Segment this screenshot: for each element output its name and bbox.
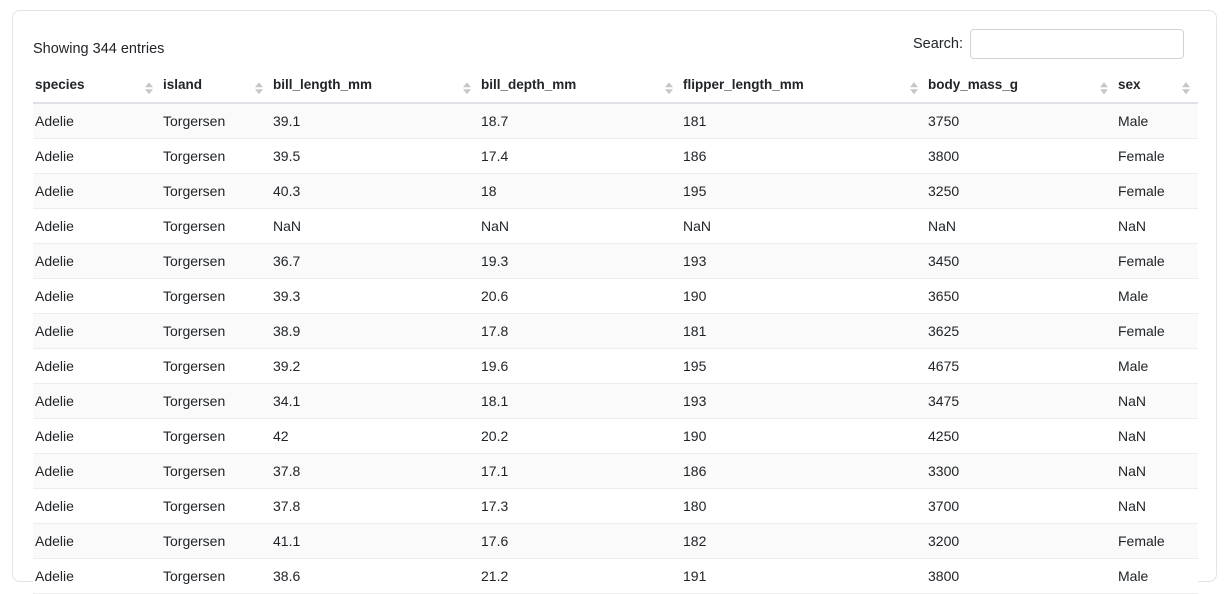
- cell-bill-length: 36.7: [271, 244, 479, 279]
- column-header-island[interactable]: [161, 71, 271, 103]
- cell-island: Torgersen: [161, 174, 271, 209]
- column-header-label: flipper_length_mm: [683, 77, 804, 92]
- cell-sex: NaN: [1116, 454, 1198, 489]
- table-row[interactable]: [33, 524, 1198, 559]
- cell-flipper-length: 182: [681, 524, 926, 559]
- cell-flipper-length: 190: [681, 419, 926, 454]
- cell-species: Adelie: [33, 349, 161, 384]
- table-row[interactable]: [33, 103, 1198, 139]
- cell-body-mass: 3650: [926, 279, 1116, 314]
- cell-bill-length: 39.1: [271, 103, 479, 139]
- penguins-table: [33, 71, 1198, 594]
- cell-bill-depth: 17.1: [479, 454, 681, 489]
- cell-species: Adelie: [33, 103, 161, 139]
- cell-island: Torgersen: [161, 559, 271, 594]
- cell-bill-length: 34.1: [271, 384, 479, 419]
- cell-bill-depth: 18.7: [479, 103, 681, 139]
- cell-bill-depth: 19.6: [479, 349, 681, 384]
- column-header-species[interactable]: [33, 71, 161, 103]
- cell-body-mass: 3475: [926, 384, 1116, 419]
- cell-sex: Female: [1116, 244, 1198, 279]
- column-header-label: body_mass_g: [928, 77, 1019, 92]
- table-row[interactable]: [33, 244, 1198, 279]
- sort-toggle-icon[interactable]: [145, 82, 153, 94]
- cell-island: Torgersen: [161, 279, 271, 314]
- cell-bill-length: 39.5: [271, 139, 479, 174]
- cell-body-mass: 3750: [926, 103, 1116, 139]
- cell-flipper-length: 186: [681, 139, 926, 174]
- datatable-card: [12, 10, 1217, 582]
- cell-island: Torgersen: [161, 244, 271, 279]
- cell-sex: Male: [1116, 559, 1198, 594]
- cell-island: Torgersen: [161, 419, 271, 454]
- sort-toggle-icon[interactable]: [463, 82, 471, 94]
- table-row[interactable]: [33, 139, 1198, 174]
- cell-species: Adelie: [33, 524, 161, 559]
- cell-flipper-length: 181: [681, 314, 926, 349]
- cell-sex: Female: [1116, 139, 1198, 174]
- cell-bill-depth: 21.2: [479, 559, 681, 594]
- column-header-label: bill_depth_mm: [481, 77, 577, 92]
- cell-species: Adelie: [33, 139, 161, 174]
- cell-island: Torgersen: [161, 489, 271, 524]
- column-header-label: bill_length_mm: [273, 77, 373, 92]
- cell-flipper-length: 181: [681, 103, 926, 139]
- cell-bill-length: 38.9: [271, 314, 479, 349]
- cell-sex: NaN: [1116, 489, 1198, 524]
- cell-sex: Female: [1116, 174, 1198, 209]
- cell-flipper-length: 190: [681, 279, 926, 314]
- cell-body-mass: 3625: [926, 314, 1116, 349]
- cell-body-mass: 3200: [926, 524, 1116, 559]
- table-row[interactable]: [33, 384, 1198, 419]
- cell-sex: Male: [1116, 103, 1198, 139]
- cell-species: Adelie: [33, 174, 161, 209]
- cell-bill-depth: 17.3: [479, 489, 681, 524]
- cell-species: Adelie: [33, 454, 161, 489]
- cell-island: Torgersen: [161, 454, 271, 489]
- cell-bill-depth: 17.8: [479, 314, 681, 349]
- cell-flipper-length: 193: [681, 244, 926, 279]
- cell-bill-length: 41.1: [271, 524, 479, 559]
- cell-flipper-length: 195: [681, 349, 926, 384]
- cell-body-mass: 3300: [926, 454, 1116, 489]
- table-header: [33, 71, 1198, 103]
- cell-flipper-length: 191: [681, 559, 926, 594]
- sort-toggle-icon[interactable]: [665, 82, 673, 94]
- table-row[interactable]: [33, 489, 1198, 524]
- column-header-bill-depth-mm[interactable]: [479, 71, 681, 103]
- entries-count-label: Showing 344 entries: [33, 41, 165, 57]
- cell-island: Torgersen: [161, 103, 271, 139]
- cell-body-mass: 3250: [926, 174, 1116, 209]
- cell-island: Torgersen: [161, 384, 271, 419]
- cell-sex: NaN: [1116, 209, 1198, 244]
- cell-island: Torgersen: [161, 139, 271, 174]
- table-row[interactable]: [33, 174, 1198, 209]
- search-label: Search:: [913, 36, 963, 52]
- cell-island: Torgersen: [161, 349, 271, 384]
- cell-bill-depth: 17.4: [479, 139, 681, 174]
- cell-bill-depth: 17.6: [479, 524, 681, 559]
- cell-bill-depth: 18: [479, 174, 681, 209]
- cell-sex: NaN: [1116, 384, 1198, 419]
- cell-flipper-length: 193: [681, 384, 926, 419]
- cell-body-mass: 3800: [926, 559, 1116, 594]
- table-row[interactable]: [33, 419, 1198, 454]
- cell-flipper-length: 195: [681, 174, 926, 209]
- cell-body-mass: NaN: [926, 209, 1116, 244]
- cell-species: Adelie: [33, 279, 161, 314]
- column-header-label: species: [35, 77, 85, 92]
- cell-island: Torgersen: [161, 314, 271, 349]
- cell-island: Torgersen: [161, 524, 271, 559]
- cell-body-mass: 3450: [926, 244, 1116, 279]
- cell-bill-depth: NaN: [479, 209, 681, 244]
- datatable-toolbar: [33, 29, 1196, 69]
- table-row[interactable]: [33, 349, 1198, 384]
- column-header-label: sex: [1118, 77, 1141, 92]
- cell-species: Adelie: [33, 209, 161, 244]
- cell-species: Adelie: [33, 419, 161, 454]
- cell-bill-length: 39.3: [271, 279, 479, 314]
- cell-sex: Male: [1116, 349, 1198, 384]
- cell-bill-length: 38.6: [271, 559, 479, 594]
- cell-bill-depth: 20.2: [479, 419, 681, 454]
- cell-body-mass: 3800: [926, 139, 1116, 174]
- sort-toggle-icon[interactable]: [255, 82, 263, 94]
- column-header-flipper-length-mm[interactable]: [681, 71, 926, 103]
- cell-bill-depth: 20.6: [479, 279, 681, 314]
- cell-bill-length: 37.8: [271, 454, 479, 489]
- cell-body-mass: 4675: [926, 349, 1116, 384]
- cell-bill-depth: 18.1: [479, 384, 681, 419]
- column-header-sex[interactable]: [1116, 71, 1198, 103]
- cell-sex: Male: [1116, 279, 1198, 314]
- column-header-label: island: [163, 77, 203, 92]
- cell-island: Torgersen: [161, 209, 271, 244]
- cell-flipper-length: 180: [681, 489, 926, 524]
- sort-toggle-icon[interactable]: [910, 82, 918, 94]
- sort-toggle-icon[interactable]: [1100, 82, 1108, 94]
- cell-flipper-length: 186: [681, 454, 926, 489]
- cell-body-mass: 4250: [926, 419, 1116, 454]
- cell-species: Adelie: [33, 314, 161, 349]
- cell-species: Adelie: [33, 244, 161, 279]
- table-row[interactable]: [33, 314, 1198, 349]
- table-row[interactable]: [33, 279, 1198, 314]
- cell-flipper-length: NaN: [681, 209, 926, 244]
- cell-bill-length: 40.3: [271, 174, 479, 209]
- cell-species: Adelie: [33, 489, 161, 524]
- header-row: [33, 71, 1198, 103]
- cell-bill-length: 42: [271, 419, 479, 454]
- cell-bill-depth: 19.3: [479, 244, 681, 279]
- cell-bill-length: NaN: [271, 209, 479, 244]
- cell-bill-length: 37.8: [271, 489, 479, 524]
- cell-body-mass: 3700: [926, 489, 1116, 524]
- search-control: [913, 29, 1196, 59]
- search-input[interactable]: [970, 29, 1184, 59]
- table-row[interactable]: [33, 454, 1198, 489]
- sort-toggle-icon[interactable]: [1182, 82, 1190, 94]
- column-header-body-mass-g[interactable]: [926, 71, 1116, 103]
- cell-sex: Female: [1116, 524, 1198, 559]
- cell-sex: Female: [1116, 314, 1198, 349]
- cell-species: Adelie: [33, 559, 161, 594]
- cell-bill-length: 39.2: [271, 349, 479, 384]
- column-header-bill-length-mm[interactable]: [271, 71, 479, 103]
- cell-species: Adelie: [33, 384, 161, 419]
- table-body: [33, 103, 1198, 594]
- cell-sex: NaN: [1116, 419, 1198, 454]
- table-row[interactable]: [33, 559, 1198, 594]
- table-row[interactable]: [33, 209, 1198, 244]
